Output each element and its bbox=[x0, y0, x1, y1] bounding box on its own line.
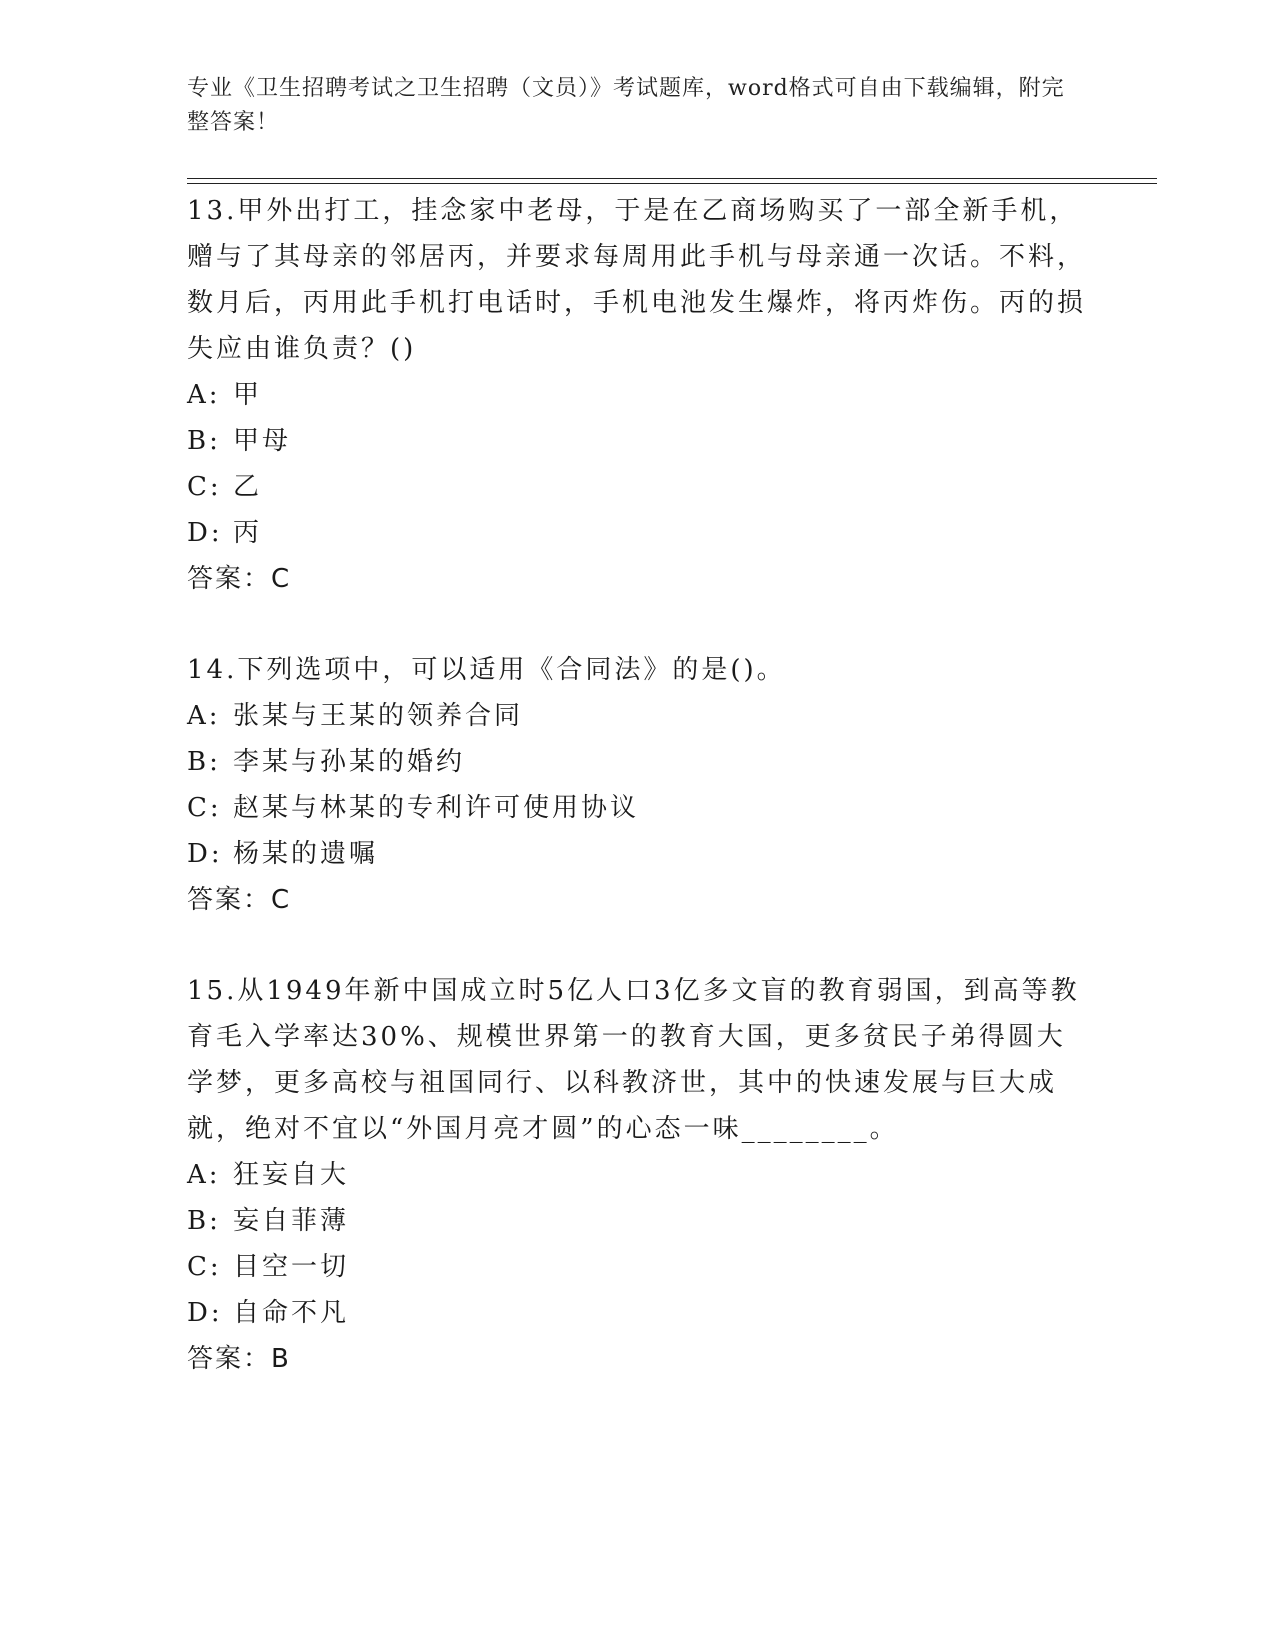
option-key: C: bbox=[187, 793, 222, 823]
answer-line: 答案：B bbox=[187, 1344, 291, 1374]
option-text: 目空一切 bbox=[233, 1252, 350, 1282]
option-key: D: bbox=[187, 839, 223, 869]
option-b bbox=[187, 739, 1087, 785]
option-key: B: bbox=[187, 1206, 221, 1236]
option-key: B: bbox=[187, 426, 221, 456]
document-header: 专业《卫生招聘考试之卫生招聘（文员）》考试题库，word格式可自由下载编辑，附完整答案！ bbox=[187, 76, 1065, 135]
option-text: 甲 bbox=[233, 380, 263, 410]
header-divider-bottom bbox=[187, 183, 1157, 184]
question-list bbox=[187, 188, 1087, 1427]
question-15 bbox=[187, 968, 1087, 1382]
option-a bbox=[187, 1152, 1087, 1198]
option-c bbox=[187, 464, 1087, 510]
option-d bbox=[187, 1290, 1087, 1336]
option-text: 自命不凡 bbox=[233, 1298, 350, 1328]
option-text: 赵某与林某的专利许可使用协议 bbox=[233, 793, 640, 823]
option-b bbox=[187, 1198, 1087, 1244]
option-text: 张某与王某的领养合同 bbox=[233, 701, 524, 731]
option-key: A: bbox=[187, 1160, 221, 1190]
option-text: 乙 bbox=[233, 472, 263, 502]
option-a bbox=[187, 372, 1087, 418]
question-stem: 14.下列选项中，可以适用《合同法》的是()。 bbox=[187, 655, 786, 685]
answer-line: 答案：C bbox=[187, 885, 292, 915]
option-key: A: bbox=[187, 701, 221, 731]
option-d bbox=[187, 510, 1087, 556]
option-key: C: bbox=[187, 1252, 222, 1282]
option-d bbox=[187, 831, 1087, 877]
option-key: C: bbox=[187, 472, 222, 502]
option-text: 杨某的遗嘱 bbox=[233, 839, 379, 869]
option-text: 妄自菲薄 bbox=[233, 1206, 350, 1236]
option-a bbox=[187, 693, 1087, 739]
option-text: 丙 bbox=[233, 518, 263, 548]
question-13 bbox=[187, 188, 1087, 602]
header-divider-top bbox=[187, 178, 1157, 179]
question-stem: 15.从1949年新中国成立时5亿人口3亿多文盲的教育弱国，到高等教育毛入学率达30%、规模世界第一的教育大国，更多贫民子弟得圆大学梦，更多高校与祖国同行、以科教济世，其中的快速发展与巨大成就，绝对不宜以“外国月亮才圆”的心态一味________。 bbox=[187, 976, 1080, 1144]
question-stem: 13.甲外出打工，挂念家中老母，于是在乙商场购买了一部全新手机，赠与了其母亲的邻居丙，并要求每周用此手机与母亲通一次话。不料，数月后，丙用此手机打电话时，手机电池发生爆炸，将丙炸伤。丙的损失应由谁负责？() bbox=[187, 196, 1087, 364]
option-b bbox=[187, 418, 1087, 464]
option-key: B: bbox=[187, 747, 221, 777]
option-text: 狂妄自大 bbox=[233, 1160, 350, 1190]
option-c bbox=[187, 785, 1087, 831]
option-text: 甲母 bbox=[233, 426, 292, 456]
question-14 bbox=[187, 647, 1087, 923]
answer-line: 答案：C bbox=[187, 564, 292, 594]
option-key: D: bbox=[187, 518, 223, 548]
option-c bbox=[187, 1244, 1087, 1290]
option-key: A: bbox=[187, 380, 221, 410]
option-key: D: bbox=[187, 1298, 223, 1328]
option-text: 李某与孙某的婚约 bbox=[233, 747, 466, 777]
